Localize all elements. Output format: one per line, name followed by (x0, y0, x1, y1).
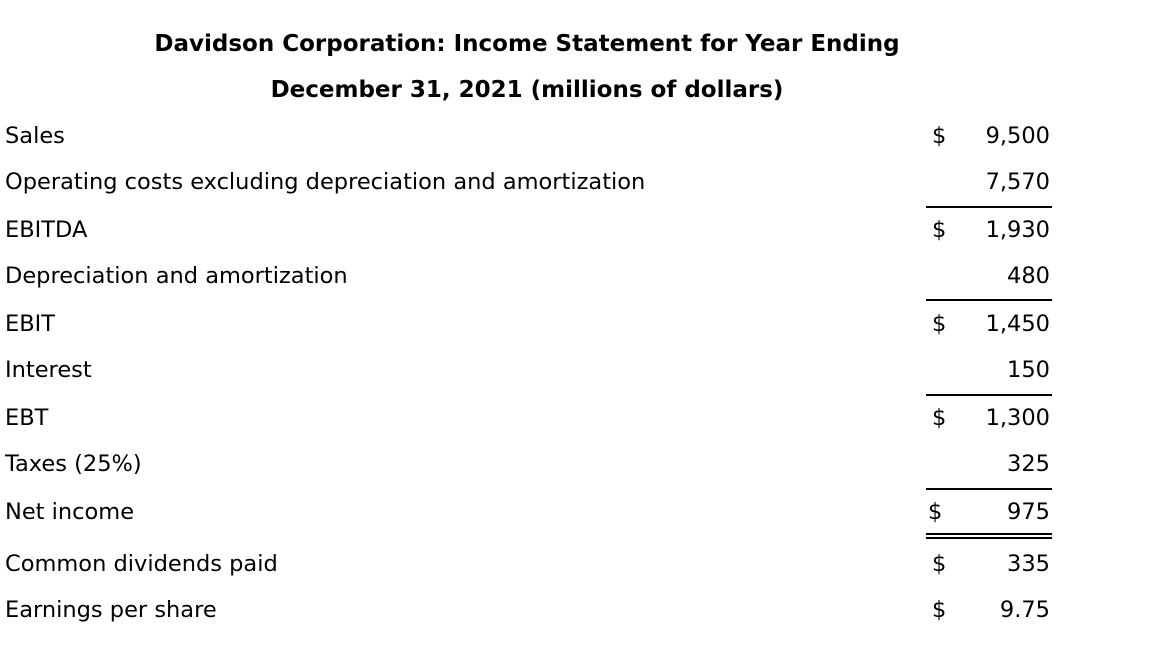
subtotal-rule (926, 394, 1052, 396)
dollar-sign: $ (932, 551, 947, 577)
row-label: Net income (5, 499, 135, 525)
row-label: Taxes (25%) (5, 451, 142, 477)
subtotal-rule (926, 488, 1052, 490)
row-label: Earnings per share (5, 597, 217, 623)
row-amount: 975 (1007, 499, 1050, 525)
dollar-sign: $ (932, 311, 947, 337)
row-label: EBIT (5, 311, 56, 337)
dollar-sign: $ (932, 405, 947, 431)
row-amount: 7,570 (985, 169, 1050, 195)
dollar-sign: $ (932, 123, 947, 149)
row-label: EBT (5, 405, 49, 431)
row-amount: 9,500 (985, 123, 1050, 149)
row-label: EBITDA (5, 217, 88, 243)
row-amount: 9.75 (999, 597, 1050, 623)
row-amount: 480 (1007, 263, 1050, 289)
row-amount: 325 (1007, 451, 1050, 477)
row-amount: 150 (1007, 357, 1050, 383)
dollar-sign: $ (932, 217, 947, 243)
row-amount: 335 (1007, 551, 1050, 577)
row-label: Operating costs excluding depreciation and amortization (5, 169, 646, 195)
row-amount: 1,300 (985, 405, 1050, 431)
subtotal-rule (926, 206, 1052, 208)
double-underline-rule (926, 533, 1052, 539)
row-label: Common dividends paid (5, 551, 278, 577)
subtotal-rule (926, 299, 1052, 301)
row-amount: 1,450 (985, 311, 1050, 337)
dollar-sign: $ (932, 597, 947, 623)
row-label: Interest (5, 357, 92, 383)
row-amount: 1,930 (985, 217, 1050, 243)
dollar-sign: $ (928, 499, 943, 525)
title-line-1: Davidson Corporation: Income Statement for Year Ending (154, 31, 900, 57)
row-label: Depreciation and amortization (5, 263, 348, 289)
row-label: Sales (5, 123, 65, 149)
title-line-2: December 31, 2021 (millions of dollars) (270, 77, 784, 103)
